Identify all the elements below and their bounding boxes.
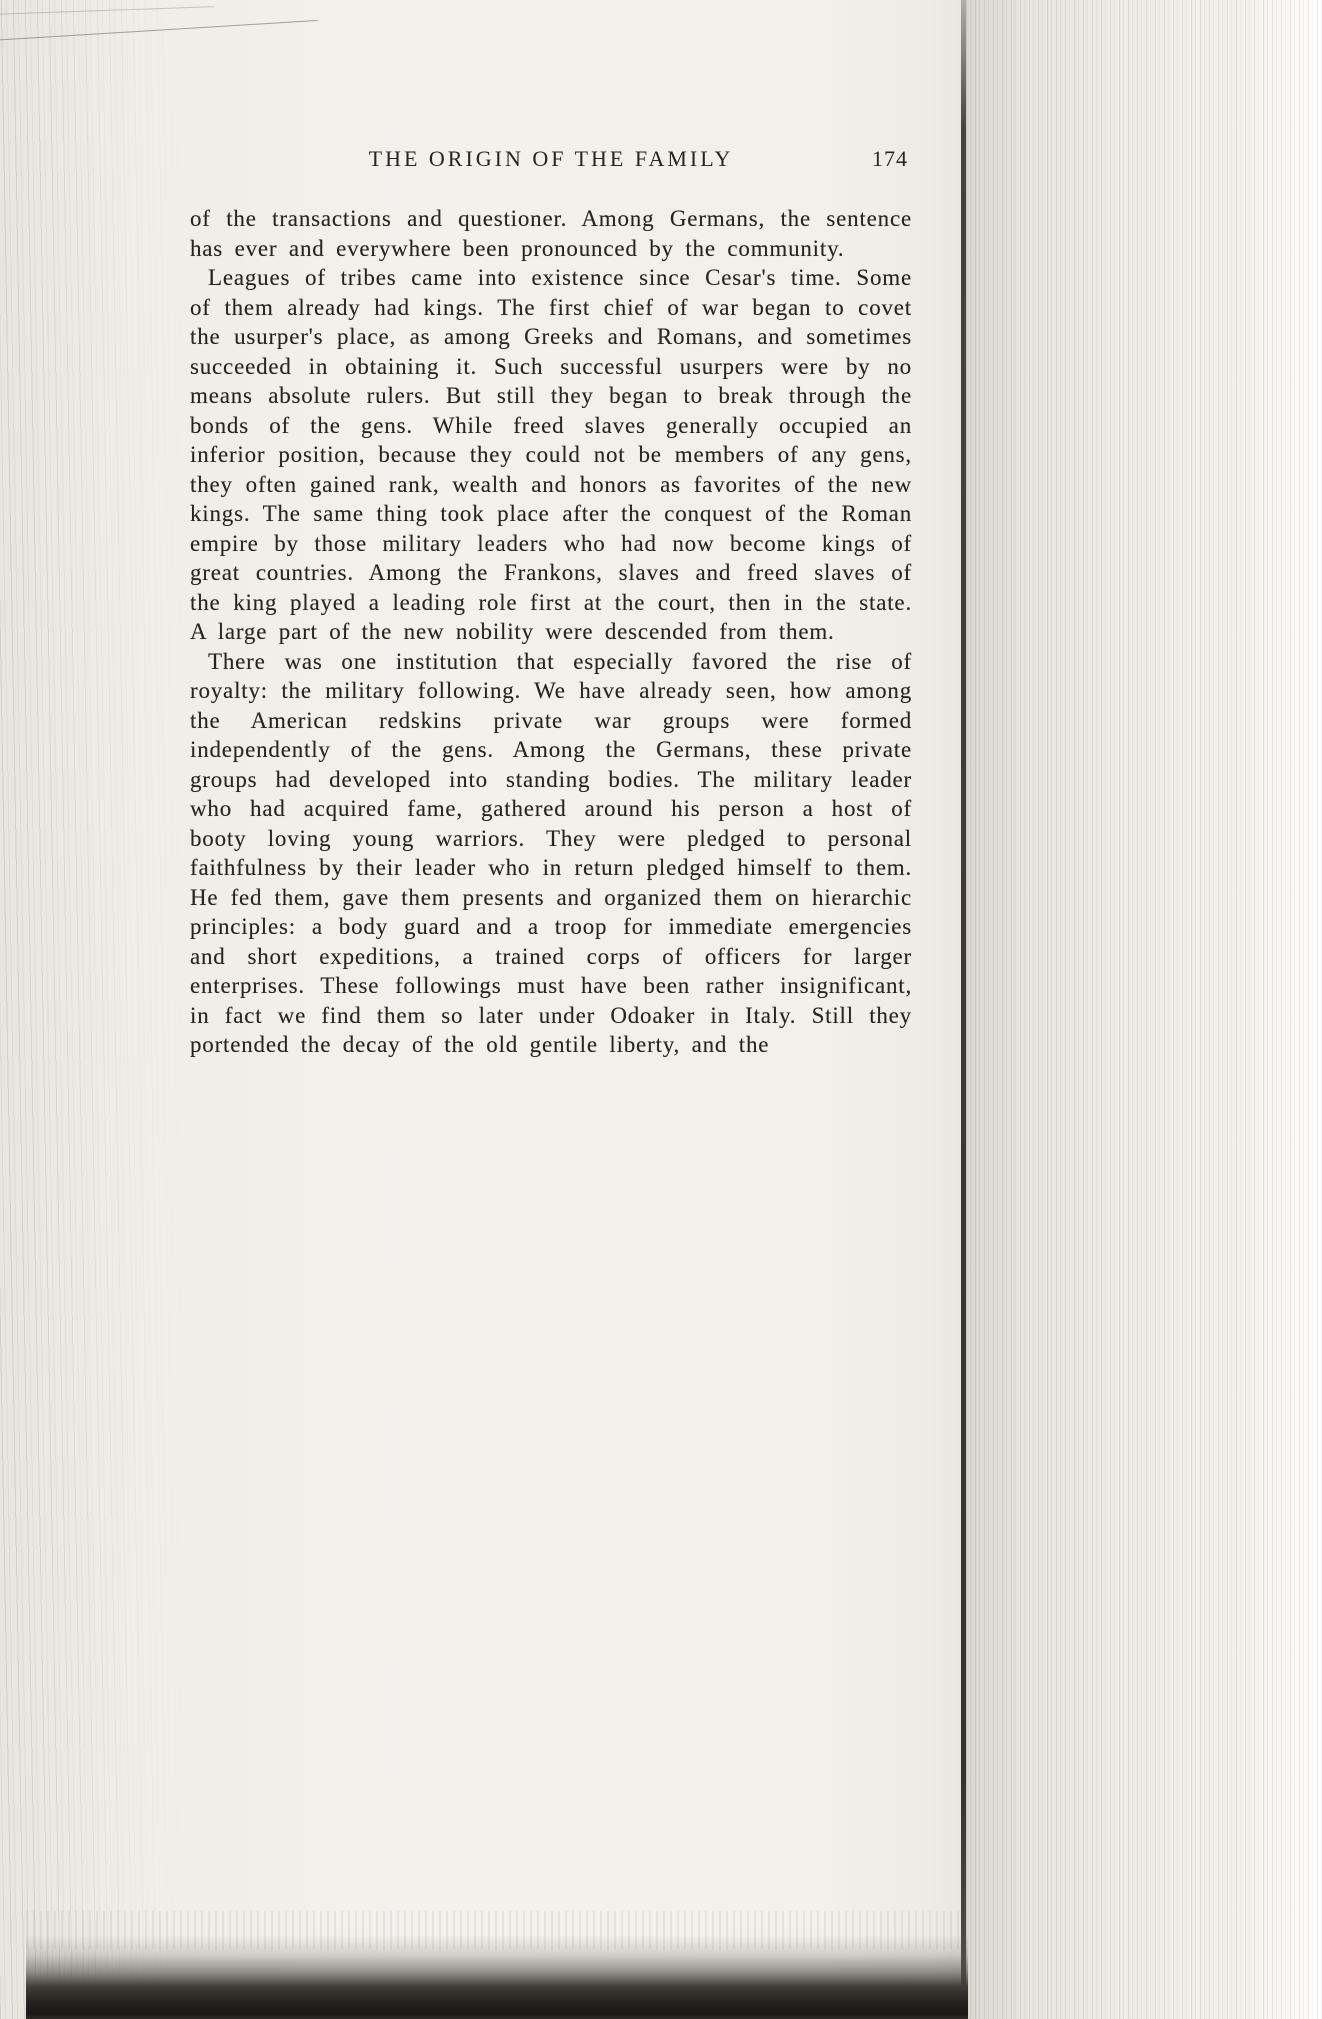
binding-gutter-shadow: [0, 0, 185, 2019]
paragraph: Leagues of tribes came into existence since Cesar's time. Some of them already had kings. The first chief of war began to covet the usurper's place, as among Greeks and Romans, and sometimes succeeded in obtaining it. Such successful usurpers were by no means absolute rulers. But still they began to break through the bonds of the gens. While freed slaves generally occupied an inferior position, because they could not be members of any gens, they often gained rank, wealth and honors as favorites of the new kings. The same thing took place after the conquest of the Roman empire by those military leaders who had now become kings of great countries. Among the Frankons, slaves and freed slaves of the king played a leading role first at the court, then in the state. A large part of the new nobility were descended from them.: [190, 265, 912, 644]
page-edge-bottom-band: [26, 1935, 968, 2019]
page-number: 174: [872, 146, 908, 171]
paragraph: There was one institution that especially favored the rise of royalty: the military following. We have already seen, how among the American redskins private war groups were formed independently of the gens. Among the Germans, these private groups had developed into standing bodies. The military leader who had acquired fame, gathered around his person a host of booty loving young warriors. They were pledged to personal faithfulness by their leader who in return pledged himself to them. He fed them, gave them presents and organized them on hierarchic principles: a body guard and a troop for immediate emergencies and short expeditions, a trained corps of officers for larger enterprises. These followings must have been rather insignificant, in fact we find them so later under Odoaker in Italy. Still they portended the decay of the old gentile liberty, and the: [190, 648, 912, 1057]
paragraph: of the transactions and questioner. Among Germans, the sentence has ever and everywhere been pronounced by the community.: [190, 206, 912, 261]
book-fore-edge: [966, 0, 1322, 2019]
page-header: [190, 146, 912, 182]
running-title: THE ORIGIN OF THE FAMILY: [368, 146, 734, 171]
page-content: [190, 146, 912, 1060]
